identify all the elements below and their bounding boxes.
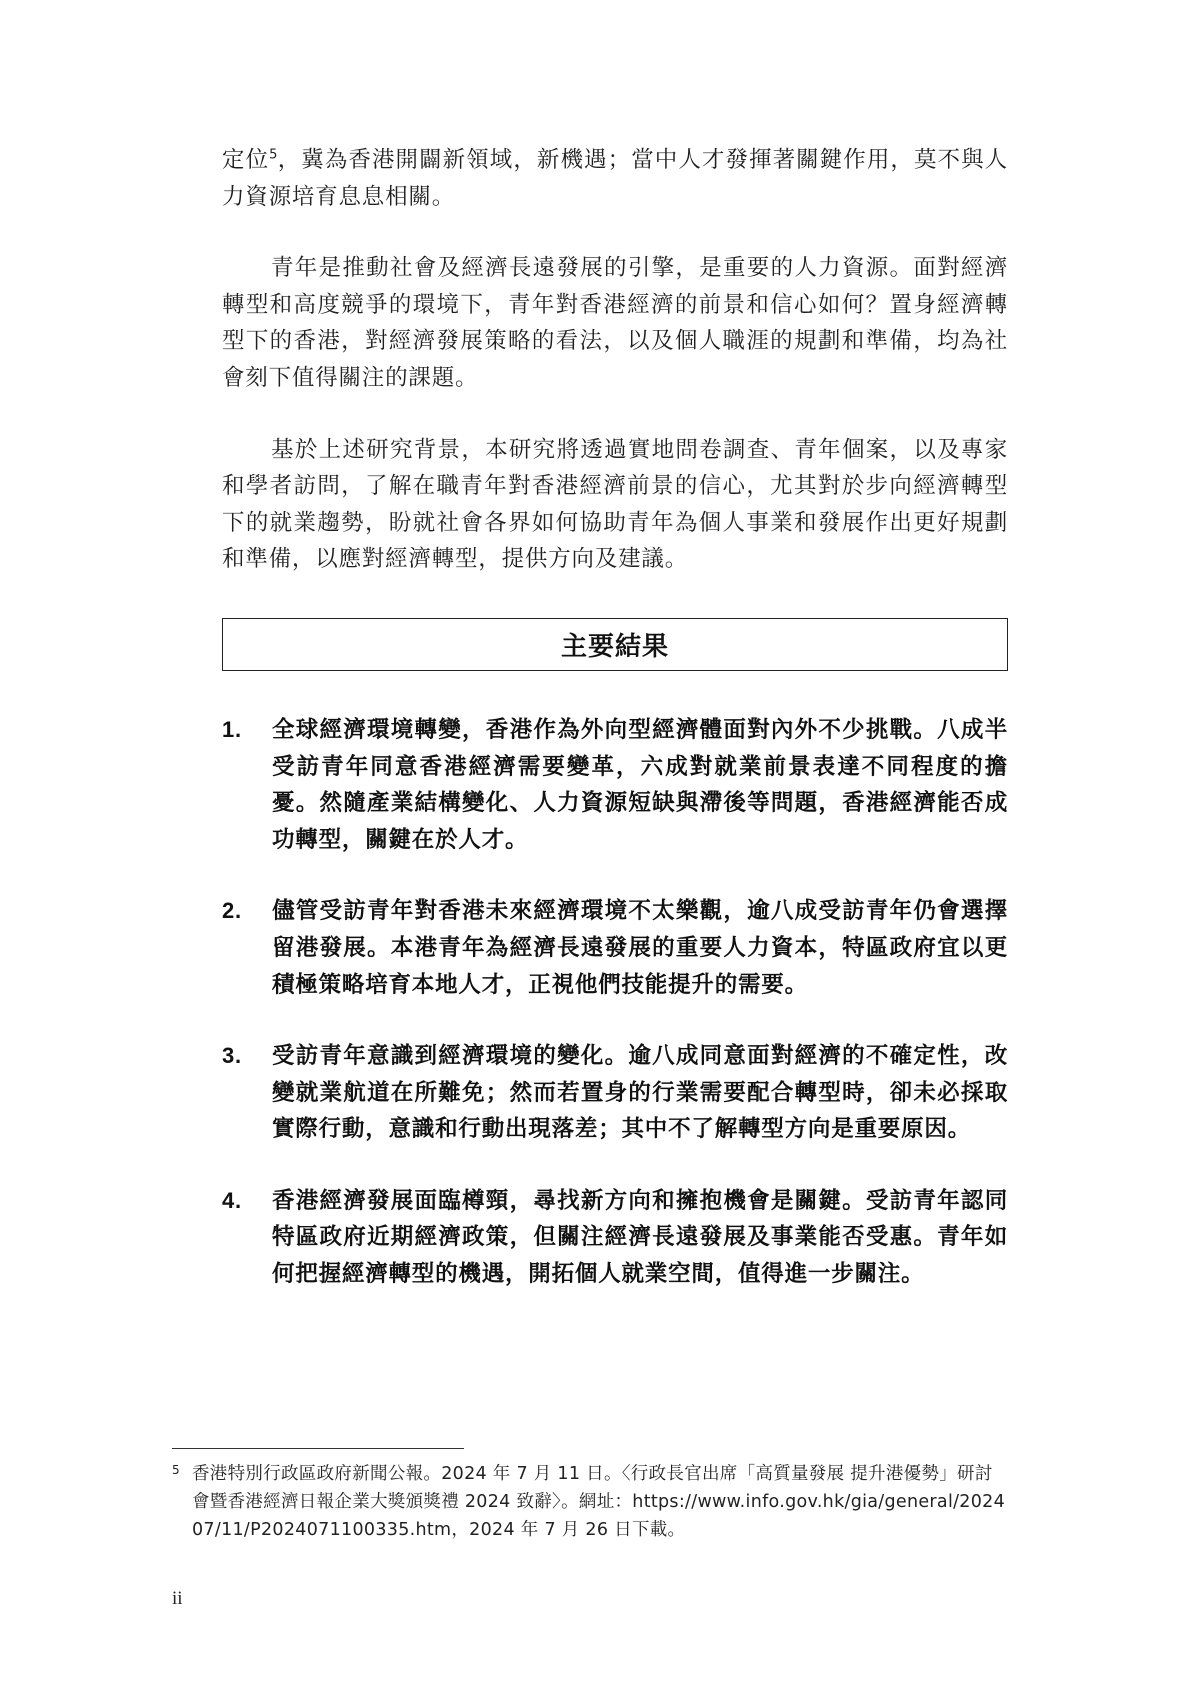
finding-number: 3. [222, 1043, 242, 1069]
intro-paragraph-1 [222, 142, 1008, 215]
intro-paragraph-1-start: 定位 [222, 147, 270, 173]
finding-item [222, 1183, 1008, 1293]
main-content [222, 142, 1008, 1293]
intro-paragraph-2: 青年是推動社會及經濟長遠發展的引擎，是重要的人力資源。面對經濟轉型和高度競爭的環境下，青年對香港經濟的前景和信心如何？置身經濟轉型下的香港，對經濟發展策略的看法，以及個人職涯的規劃和準備，均為社會刻下值得關注的課題。 [222, 255, 1008, 391]
finding-number: 1. [222, 716, 242, 742]
finding-item [222, 893, 1008, 1003]
footnote-text[interactable]: 香港特別行政區政府新聞公報。2024 年 7 月 11 日。〈行政長官出席「高質量發展 提升港優勢」研討會暨香港經濟日報企業大獎頒獎禮 2024 致辭〉。網址：https://www.info.gov.hk/gia/general/202407/11/P2024071100335.htm，2024 年 7 月 26 日下載。 [192, 1464, 1006, 1540]
section-title: 主要結果 [560, 631, 669, 662]
section-heading-box [222, 618, 1008, 671]
finding-text: 受訪青年意識到經濟環境的變化。逾八成同意面對經濟的不確定性，改變就業航道在所難免；然而若置身的行業需要配合轉型時，卻未必採取實際行動，意識和行動出現落差；其中不了解轉型方向是重要原因。 [272, 1043, 1008, 1143]
finding-item [222, 1038, 1008, 1148]
page-number: ii [172, 1588, 183, 1609]
findings-list [222, 712, 1008, 1293]
finding-number: 2. [222, 898, 242, 924]
intro-paragraph-3: 基於上述研究背景，本研究將透過實地問卷調查、青年個案，以及專家和學者訪問，了解在職青年對香港經濟前景的信心，尤其對於步向經濟轉型下的就業趨勢，盼就社會各界如何協助青年為個人事業和發展作出更好規劃和準備，以應對經濟轉型，提供方向及建議。 [222, 436, 1008, 573]
footnote-divider [172, 1448, 464, 1449]
footnote-mark: 5 [172, 1463, 180, 1477]
finding-text: 香港經濟發展面臨樽頸，尋找新方向和擁抱機會是關鍵。受訪青年認同特區政府近期經濟政策，但關注經濟長遠發展及事業能否受惠。青年如何把握經濟轉型的機遇，開拓個人就業空間，值得進一步關注。 [272, 1187, 1008, 1288]
finding-number: 4. [222, 1187, 242, 1213]
finding-text: 儘管受訪青年對香港未來經濟環境不太樂觀，逾八成受訪青年仍會選擇留港發展。本港青年為經濟長遠發展的重要人力資本，特區政府宜以更積極策略培育本地人才，正視他們技能提升的需要。 [272, 898, 1008, 998]
finding-item [222, 712, 1008, 858]
intro-paragraph-1-rest: ，冀為香港開闢新領域，新機遇；當中人才發揮著關鍵作用，莫不與人力資源培育息息相關。 [222, 147, 1008, 210]
finding-text: 全球經濟環境轉變，香港作為外向型經濟體面對內外不少挑戰。八成半受訪青年同意香港經濟需要變革，六成對就業前景表達不同程度的擔憂。然隨產業結構變化、人力資源短缺與滯後等問題，香港經濟能否成功轉型，關鍵在於人才。 [272, 716, 1008, 853]
footnote-reference[interactable]: 5 [269, 147, 278, 163]
footnote [172, 1460, 1008, 1544]
